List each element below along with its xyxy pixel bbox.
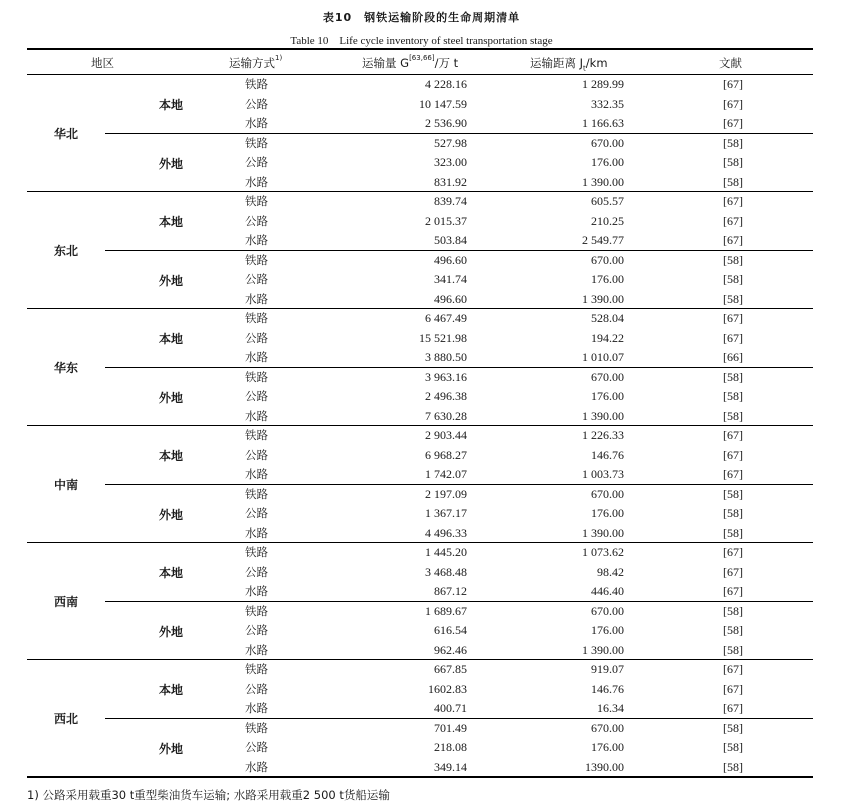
distance-cell: 98.42 (597, 564, 624, 579)
table-row (27, 329, 813, 349)
volume-cell: 4 496.33 (425, 525, 467, 540)
reference-cell: [67] (723, 428, 743, 442)
reference-cell: [67] (723, 564, 743, 579)
reference-cell: [58] (723, 623, 743, 637)
distance-cell: 1 003.73 (582, 467, 624, 481)
table-row (27, 485, 813, 505)
table-row (27, 290, 813, 310)
top-rule (27, 48, 813, 50)
reference-cell: [58] (723, 408, 743, 423)
region-name: 华东 (53, 361, 78, 375)
volume-cell: 3 468.48 (425, 564, 467, 579)
distance-cell: 1 390.00 (582, 174, 624, 189)
table-title-en: Table 10 Life cycle inventory of steel transportation stage (290, 35, 553, 47)
table-row (27, 134, 813, 154)
distance-cell: 670.00 (591, 135, 624, 150)
reference-cell: [58] (723, 252, 743, 267)
reference-cell: [67] (723, 194, 743, 208)
distance-cell: 210.25 (591, 213, 624, 228)
group-block (27, 368, 813, 426)
header-reference: 文献 (719, 56, 742, 70)
volume-cell: 2 197.09 (425, 486, 467, 501)
table-row (27, 543, 813, 563)
volume-cell: 341.74 (434, 272, 467, 286)
transport-mode-cell: 铁路 (245, 194, 268, 208)
region-name: 东北 (53, 244, 78, 258)
group-block (27, 543, 813, 601)
table-row (27, 173, 813, 193)
transport-mode-cell: 铁路 (245, 428, 268, 442)
volume-cell: 400.71 (434, 701, 467, 715)
transport-mode-cell: 铁路 (245, 369, 268, 384)
transport-mode-cell: 公路 (245, 389, 268, 403)
group-name: 本地 (158, 566, 183, 580)
group-block (27, 660, 813, 718)
distance-cell: 670.00 (591, 369, 624, 384)
transport-mode-cell: 公路 (245, 272, 268, 286)
transport-mode-cell: 铁路 (245, 603, 268, 618)
table-row (27, 270, 813, 290)
transport-mode-cell: 铁路 (245, 252, 268, 267)
reference-cell: [67] (723, 311, 743, 325)
reference-cell: [66] (723, 350, 743, 364)
table-row (27, 758, 813, 778)
header-region: 地区 (91, 56, 114, 70)
transport-mode-cell: 水路 (245, 701, 268, 715)
reference-cell: [58] (723, 272, 743, 286)
volume-cell: 4 228.16 (425, 77, 467, 91)
transport-mode-cell: 水路 (245, 116, 268, 130)
volume-cell: 701.49 (434, 720, 467, 735)
table-row (27, 387, 813, 407)
distance-cell: 1 010.07 (582, 350, 624, 364)
group-name: 外地 (158, 273, 183, 288)
table-row (27, 368, 813, 388)
reference-cell: [58] (723, 720, 743, 735)
distance-cell: 176.00 (591, 506, 624, 520)
reference-cell: [58] (723, 506, 743, 520)
bottom-rule (27, 776, 813, 778)
distance-cell: 194.22 (591, 330, 624, 345)
distance-cell: 1 390.00 (582, 408, 624, 423)
transport-mode-cell: 铁路 (245, 77, 268, 91)
transport-mode-cell: 公路 (245, 330, 268, 345)
distance-cell: 332.35 (591, 96, 624, 111)
group-name: 本地 (158, 215, 183, 229)
table-row (27, 114, 813, 134)
header-volume: 运输量 G[63,66]/万 t (362, 54, 459, 70)
region-block (27, 309, 813, 426)
reference-cell: [58] (723, 642, 743, 657)
table-row (27, 153, 813, 173)
volume-cell: 527.98 (434, 135, 467, 150)
transport-mode-cell: 公路 (245, 213, 268, 228)
distance-cell: 528.04 (591, 311, 624, 325)
group-block (27, 426, 813, 484)
table-title-zh: 表10 钢铁运输阶段的生命周期清单 (322, 11, 521, 24)
group-block (27, 309, 813, 367)
transport-mode-cell: 铁路 (245, 486, 268, 501)
distance-cell: 1 390.00 (582, 291, 624, 306)
table-row (27, 641, 813, 661)
volume-cell: 503.84 (434, 233, 467, 247)
group-name: 外地 (158, 507, 183, 522)
volume-cell: 1 689.67 (425, 603, 467, 618)
volume-cell: 7 630.28 (425, 408, 467, 423)
volume-cell: 6 968.27 (425, 447, 467, 462)
table-row (27, 309, 813, 329)
distance-cell: 146.76 (591, 447, 624, 462)
group-name: 外地 (158, 390, 183, 405)
group-block (27, 192, 813, 250)
table-row (27, 192, 813, 212)
volume-cell: 867.12 (434, 584, 467, 598)
reference-cell: [67] (723, 662, 743, 676)
transport-mode-cell: 铁路 (245, 662, 268, 676)
transport-mode-cell: 公路 (245, 96, 268, 111)
group-name: 本地 (158, 332, 183, 346)
reference-cell: [67] (723, 701, 743, 715)
reference-cell: [58] (723, 759, 743, 774)
volume-cell: 6 467.49 (425, 311, 467, 325)
table-row (27, 465, 813, 485)
distance-cell: 176.00 (591, 389, 624, 403)
transport-mode-cell: 公路 (245, 681, 268, 696)
transport-mode-cell: 公路 (245, 506, 268, 520)
volume-cell: 667.85 (434, 662, 467, 676)
table-row (27, 231, 813, 251)
reference-cell: [67] (723, 330, 743, 345)
region-block (27, 426, 813, 543)
volume-cell: 2 496.38 (425, 389, 467, 403)
table-row (27, 699, 813, 719)
distance-cell: 670.00 (591, 720, 624, 735)
transport-mode-cell: 公路 (245, 564, 268, 579)
transport-mode-cell: 铁路 (245, 720, 268, 735)
distance-cell: 670.00 (591, 252, 624, 267)
reference-cell: [67] (723, 681, 743, 696)
distance-cell: 2 549.77 (582, 233, 624, 247)
reference-cell: [67] (723, 584, 743, 598)
distance-cell: 446.40 (591, 584, 624, 598)
table-row (27, 563, 813, 583)
volume-cell: 15 521.98 (419, 330, 467, 345)
table-row (27, 75, 813, 95)
transport-mode-cell: 水路 (245, 233, 268, 247)
region-name: 西北 (53, 712, 78, 726)
reference-cell: [58] (723, 135, 743, 150)
group-name: 本地 (158, 449, 183, 463)
transport-mode-cell: 水路 (245, 408, 268, 423)
volume-cell: 218.08 (434, 740, 467, 754)
volume-cell: 3 963.16 (425, 369, 467, 384)
volume-cell: 1 367.17 (425, 506, 467, 520)
reference-cell: [67] (723, 96, 743, 111)
group-block (27, 75, 813, 133)
table-row (27, 348, 813, 368)
group-block (27, 485, 813, 543)
distance-cell: 670.00 (591, 486, 624, 501)
distance-cell: 1390.00 (585, 759, 624, 774)
table-row (27, 446, 813, 466)
group-name: 外地 (158, 156, 183, 171)
group-block (27, 602, 813, 660)
table-row (27, 251, 813, 271)
transport-mode-cell: 铁路 (245, 135, 268, 150)
table-row (27, 680, 813, 700)
table-row (27, 582, 813, 602)
distance-cell: 176.00 (591, 740, 624, 754)
volume-cell: 323.00 (434, 155, 467, 169)
reference-cell: [58] (723, 486, 743, 501)
volume-cell: 2 536.90 (425, 116, 467, 130)
header-mode: 运输方式$^{1)}$ (229, 54, 283, 70)
reference-cell: [58] (723, 174, 743, 189)
transport-mode-cell: 水路 (245, 174, 268, 189)
transport-mode-cell: 水路 (245, 525, 268, 540)
volume-cell: 496.60 (434, 291, 467, 306)
transport-mode-cell: 公路 (245, 623, 268, 637)
distance-cell: 919.07 (591, 662, 624, 676)
group-block (27, 251, 813, 309)
table-row (27, 407, 813, 427)
transport-mode-cell: 水路 (245, 291, 268, 306)
group-name: 本地 (158, 683, 183, 697)
transport-mode-cell: 水路 (245, 467, 268, 481)
transport-mode-cell: 水路 (245, 642, 268, 657)
distance-cell: 670.00 (591, 603, 624, 618)
transport-mode-cell: 水路 (245, 350, 268, 364)
group-name: 外地 (158, 624, 183, 639)
region-block (27, 660, 813, 777)
region-name: 中南 (53, 478, 78, 492)
reference-cell: [58] (723, 740, 743, 754)
table-row (27, 95, 813, 115)
reference-cell: [67] (723, 233, 743, 247)
distance-cell: 1 166.63 (582, 116, 624, 130)
volume-cell: 1 445.20 (425, 545, 467, 559)
table-row (27, 738, 813, 758)
table-row (27, 621, 813, 641)
volume-cell: 3 880.50 (425, 350, 467, 364)
group-block (27, 719, 813, 777)
reference-cell: [58] (723, 603, 743, 618)
table-row (27, 660, 813, 680)
distance-cell: 176.00 (591, 155, 624, 169)
distance-cell: 1 390.00 (582, 642, 624, 657)
table-row (27, 504, 813, 524)
distance-cell: 605.57 (591, 194, 624, 208)
table-row (27, 602, 813, 622)
region-block (27, 75, 813, 192)
volume-cell: 2 903.44 (425, 428, 467, 442)
transport-mode-cell: 铁路 (245, 545, 268, 559)
volume-cell: 349.14 (434, 759, 467, 774)
distance-cell: 1 390.00 (582, 525, 624, 540)
header-distance: 运输距离 $J_t/km$ (530, 56, 608, 73)
transport-mode-cell: 水路 (245, 759, 268, 774)
distance-cell: 176.00 (591, 272, 624, 286)
volume-cell: 1 742.07 (425, 467, 467, 481)
table-row (27, 719, 813, 739)
reference-cell: [67] (723, 116, 743, 130)
volume-cell: 1602.83 (428, 681, 467, 696)
transport-mode-cell: 公路 (245, 447, 268, 462)
table-row (27, 426, 813, 446)
reference-cell: [67] (723, 447, 743, 462)
group-name: 外地 (158, 741, 183, 756)
table-row (27, 524, 813, 544)
volume-cell: 962.46 (434, 642, 467, 657)
volume-cell: 496.60 (434, 252, 467, 267)
reference-cell: [67] (723, 545, 743, 559)
distance-cell: 1 226.33 (582, 428, 624, 442)
reference-cell: [58] (723, 155, 743, 169)
reference-cell: [58] (723, 525, 743, 540)
reference-cell: [67] (723, 467, 743, 481)
volume-cell: 10 147.59 (419, 96, 467, 111)
transport-mode-cell: 公路 (245, 740, 268, 754)
volume-cell: 616.54 (434, 623, 467, 637)
distance-cell: 16.34 (597, 701, 624, 715)
volume-cell: 2 015.37 (425, 213, 467, 228)
distance-cell: 176.00 (591, 623, 624, 637)
distance-cell: 1 073.62 (582, 545, 624, 559)
reference-cell: [67] (723, 213, 743, 228)
region-block (27, 192, 813, 309)
group-block (27, 134, 813, 192)
transport-mode-cell: 铁路 (245, 311, 268, 325)
table-footnote: 1) 公路采用载重30 t重型柴油货车运输; 水路采用载重2 500 t货船运输 (27, 788, 390, 802)
distance-cell: 1 289.99 (582, 77, 624, 91)
group-name: 本地 (158, 98, 183, 112)
region-block (27, 543, 813, 660)
region-name: 西南 (53, 595, 78, 609)
reference-cell: [58] (723, 291, 743, 306)
volume-cell: 831.92 (434, 174, 467, 189)
reference-cell: [58] (723, 369, 743, 384)
reference-cell: [67] (723, 77, 743, 91)
table-row (27, 212, 813, 232)
volume-cell: 839.74 (434, 194, 467, 208)
distance-cell: 146.76 (591, 681, 624, 696)
transport-mode-cell: 水路 (245, 584, 268, 598)
region-name: 华北 (53, 127, 78, 141)
reference-cell: [58] (723, 389, 743, 403)
transport-mode-cell: 公路 (245, 155, 268, 169)
